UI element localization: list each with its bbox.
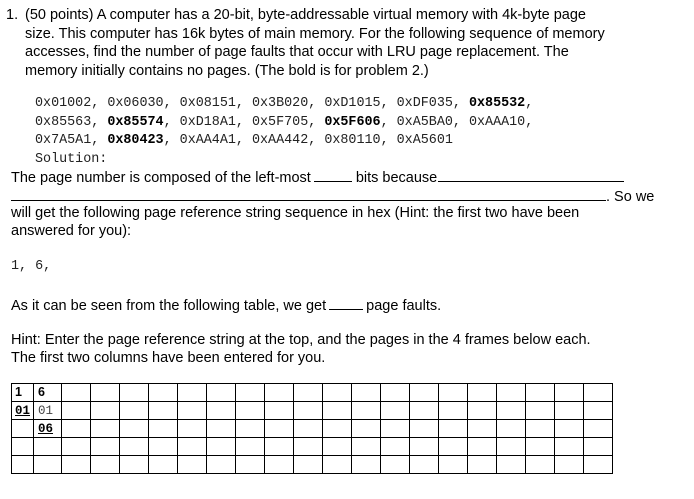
problem-statement [6, 6, 686, 80]
problem-line-3: accesses, find the number of page faults that occur with LRU page replacement. The [25, 44, 569, 60]
frame-cell[interactable] [120, 402, 149, 420]
address-12: 0x5F606 [324, 114, 381, 130]
reference-string[interactable]: 1, 6, [11, 259, 52, 274]
reference-cell[interactable] [468, 384, 497, 402]
frame-row-1 [12, 402, 613, 420]
frame-cell[interactable] [323, 420, 352, 438]
bits-blank[interactable] [314, 167, 352, 182]
reference-cell[interactable] [34, 384, 62, 402]
reference-cell[interactable] [120, 384, 149, 402]
frame-cell[interactable] [323, 438, 352, 456]
page-number-text-line-3: answered for you): [11, 223, 132, 239]
frame-cell[interactable] [381, 438, 410, 456]
reference-cell[interactable] [265, 384, 294, 402]
frame-cell[interactable] [265, 420, 294, 438]
frame-cell[interactable] [497, 402, 526, 420]
frame-cell[interactable] [323, 402, 352, 420]
faults-text-1: As it can be seen from the following table, we get [11, 298, 327, 314]
frame-cell[interactable] [352, 420, 381, 438]
frame-cell[interactable] [149, 456, 178, 474]
frame-cell[interactable] [584, 438, 613, 456]
frame-cell[interactable] [12, 438, 34, 456]
frame-cell[interactable] [439, 438, 468, 456]
frame-cell[interactable] [236, 456, 265, 474]
frame-cell[interactable] [410, 420, 439, 438]
page-number-text-3: . So we [606, 189, 655, 205]
reference-cell[interactable] [526, 384, 555, 402]
cell-value: 1 [15, 385, 22, 399]
cell-value: 01 [15, 403, 31, 418]
reference-cell[interactable] [323, 384, 352, 402]
frame-cell[interactable] [12, 402, 34, 420]
reference-cell[interactable] [294, 384, 323, 402]
address-18: 0xAA442 [251, 133, 309, 149]
frame-cell[interactable] [265, 438, 294, 456]
frame-cell[interactable] [555, 402, 584, 420]
page-number-text-2: bits because [355, 170, 438, 186]
frame-cell[interactable] [236, 402, 265, 420]
address-2: 0x06030 [107, 96, 164, 111]
solution-label: Solution: [35, 152, 108, 168]
page-number-question [11, 167, 624, 186]
address-13: 0xA5BA0 [396, 114, 453, 130]
frame-row-2 [12, 420, 613, 438]
cell-value: 01 [38, 403, 54, 418]
address-1: 0x01002 [35, 96, 92, 111]
frame-cell[interactable] [34, 456, 62, 474]
frame-cell[interactable] [497, 456, 526, 474]
reference-cell[interactable] [439, 384, 468, 402]
cell-value: 6 [38, 385, 45, 399]
frame-cell[interactable] [149, 438, 178, 456]
problem-line-4: memory initially contains no pages. (The bold is for problem 2.) [25, 62, 429, 79]
frame-cell[interactable] [410, 438, 439, 456]
frame-cell[interactable] [352, 456, 381, 474]
frame-cell[interactable] [178, 402, 207, 420]
reference-cell[interactable] [236, 384, 265, 402]
reference-row [12, 384, 613, 402]
frame-cell[interactable] [555, 456, 584, 474]
frame-cell[interactable] [410, 402, 439, 420]
frame-cell[interactable] [584, 420, 613, 438]
frame-cell[interactable] [62, 420, 91, 438]
frame-cell[interactable] [265, 402, 294, 420]
frame-cell[interactable] [323, 456, 352, 474]
frame-cell[interactable] [62, 456, 91, 474]
frame-cell[interactable] [207, 402, 236, 420]
faults-blank[interactable] [329, 295, 363, 310]
address-10: 0xD18A1 [179, 114, 236, 130]
frame-cell[interactable] [526, 438, 555, 456]
frame-cell[interactable] [294, 456, 323, 474]
frame-cell[interactable] [526, 456, 555, 474]
frame-cell[interactable] [410, 456, 439, 474]
reference-cell[interactable] [555, 384, 584, 402]
frame-cell[interactable] [381, 456, 410, 474]
address-5: 0xD1015 [324, 96, 381, 111]
frame-row-3 [12, 438, 613, 456]
frame-cell[interactable] [381, 402, 410, 420]
frame-cell[interactable] [62, 402, 91, 420]
frame-cell[interactable] [62, 438, 91, 456]
cell-value: 06 [38, 421, 54, 436]
reference-cell[interactable] [12, 384, 34, 402]
reference-cell[interactable] [62, 384, 91, 402]
page-number-text-line-2: will get the following page reference string sequence in hex (Hint: the first two have been [11, 205, 580, 221]
frame-cell[interactable] [497, 420, 526, 438]
address-14: 0xAAA10 [468, 114, 526, 130]
frame-cell[interactable] [149, 420, 178, 438]
address-16: 0x80423 [107, 133, 164, 149]
reference-cell[interactable] [352, 384, 381, 402]
frame-cell[interactable] [207, 456, 236, 474]
problem-line-1: (50 points) A computer has a 20-bit, byte-addressable virtual memory with 4k-byte page [25, 7, 586, 23]
frame-cell[interactable] [91, 402, 120, 420]
frame-cell[interactable] [381, 420, 410, 438]
reason-blank[interactable] [438, 167, 624, 182]
frame-cell[interactable] [468, 438, 497, 456]
frame-cell[interactable] [207, 438, 236, 456]
frame-cell[interactable] [178, 456, 207, 474]
hint-line-2: The first two columns have been entered for you. [11, 350, 326, 366]
frame-cell[interactable] [12, 420, 34, 438]
reason-blank-cont[interactable] [11, 186, 606, 201]
frame-cell[interactable] [584, 402, 613, 420]
frame-cell[interactable] [497, 438, 526, 456]
reference-cell[interactable] [178, 384, 207, 402]
lru-frame-table [11, 383, 613, 474]
problem-number: 1. [6, 7, 19, 23]
reference-cell[interactable] [497, 384, 526, 402]
frame-cell[interactable] [584, 456, 613, 474]
frame-cell[interactable] [352, 438, 381, 456]
reference-cell[interactable] [410, 384, 439, 402]
faults-question [11, 295, 441, 314]
frame-cell[interactable] [91, 438, 120, 456]
address-7: 0x85532 [468, 96, 526, 111]
frame-cell[interactable] [178, 438, 207, 456]
frame-cell[interactable] [294, 402, 323, 420]
frame-cell[interactable] [526, 402, 555, 420]
hint-line-1: Hint: Enter the page reference string at the top, and the pages in the 4 frames below each. [11, 332, 591, 348]
address-20: 0xA5601 [396, 133, 453, 149]
address-8: 0x85563 [35, 114, 92, 130]
page-number-question-cont [11, 186, 654, 205]
address-9: 0x85574 [107, 114, 164, 130]
page-number-text-1: The page number is composed of the left-most [11, 170, 311, 186]
problem-line-2: size. This computer has 16k bytes of main memory. For the following sequence of memory [25, 25, 605, 42]
frame-cell[interactable] [526, 420, 555, 438]
frame-cell[interactable] [120, 420, 149, 438]
address-3: 0x08151 [179, 96, 236, 111]
frame-cell[interactable] [120, 438, 149, 456]
reference-cell[interactable] [207, 384, 236, 402]
frame-cell[interactable] [178, 420, 207, 438]
address-6: 0xDF035 [396, 96, 453, 111]
address-11: 0x5F705 [251, 114, 309, 130]
frame-cell[interactable] [120, 456, 149, 474]
frame-cell[interactable] [207, 420, 236, 438]
frame-cell[interactable] [12, 456, 34, 474]
reference-cell[interactable] [149, 384, 178, 402]
frame-cell[interactable] [265, 456, 294, 474]
address-line-2: 0x85563, 0x85574, 0xD18A1, 0x5F705, 0x5F606, 0xA5BA0, 0xAAA10, [35, 114, 542, 130]
problem-text [25, 6, 686, 80]
frame-cell[interactable] [439, 456, 468, 474]
frame-cell[interactable] [294, 420, 323, 438]
address-sequence [35, 95, 541, 170]
reference-cell[interactable] [584, 384, 613, 402]
frame-cell[interactable] [91, 456, 120, 474]
frame-cell[interactable] [468, 402, 497, 420]
frame-cell[interactable] [468, 456, 497, 474]
reference-cell[interactable] [91, 384, 120, 402]
address-line-1: 0x01002, 0x06030, 0x08151, 0x3B020, 0xD1015, 0xDF035, 0x85532, [35, 96, 542, 111]
address-4: 0x3B020 [251, 96, 309, 111]
faults-text-2: page faults. [366, 298, 442, 314]
frame-cell[interactable] [91, 420, 120, 438]
frame-cell[interactable] [439, 402, 468, 420]
address-19: 0x80110 [324, 133, 381, 149]
frame-row-4 [12, 456, 613, 474]
frame-cell[interactable] [555, 420, 584, 438]
address-17: 0xAA4A1 [179, 133, 236, 149]
address-15: 0x7A5A1 [35, 133, 92, 149]
frame-cell[interactable] [34, 402, 62, 420]
frame-cell[interactable] [236, 438, 265, 456]
frame-cell[interactable] [34, 438, 62, 456]
reference-cell[interactable] [381, 384, 410, 402]
frame-cell[interactable] [555, 438, 584, 456]
frame-cell[interactable] [149, 402, 178, 420]
frame-cell[interactable] [294, 438, 323, 456]
frame-cell[interactable] [352, 402, 381, 420]
frame-cell[interactable] [34, 420, 62, 438]
frame-cell[interactable] [236, 420, 265, 438]
frame-cell[interactable] [468, 420, 497, 438]
frame-cell[interactable] [439, 420, 468, 438]
address-line-3: 0x7A5A1, 0x80423, 0xAA4A1, 0xAA442, 0x80110, 0xA5601 [35, 133, 453, 149]
